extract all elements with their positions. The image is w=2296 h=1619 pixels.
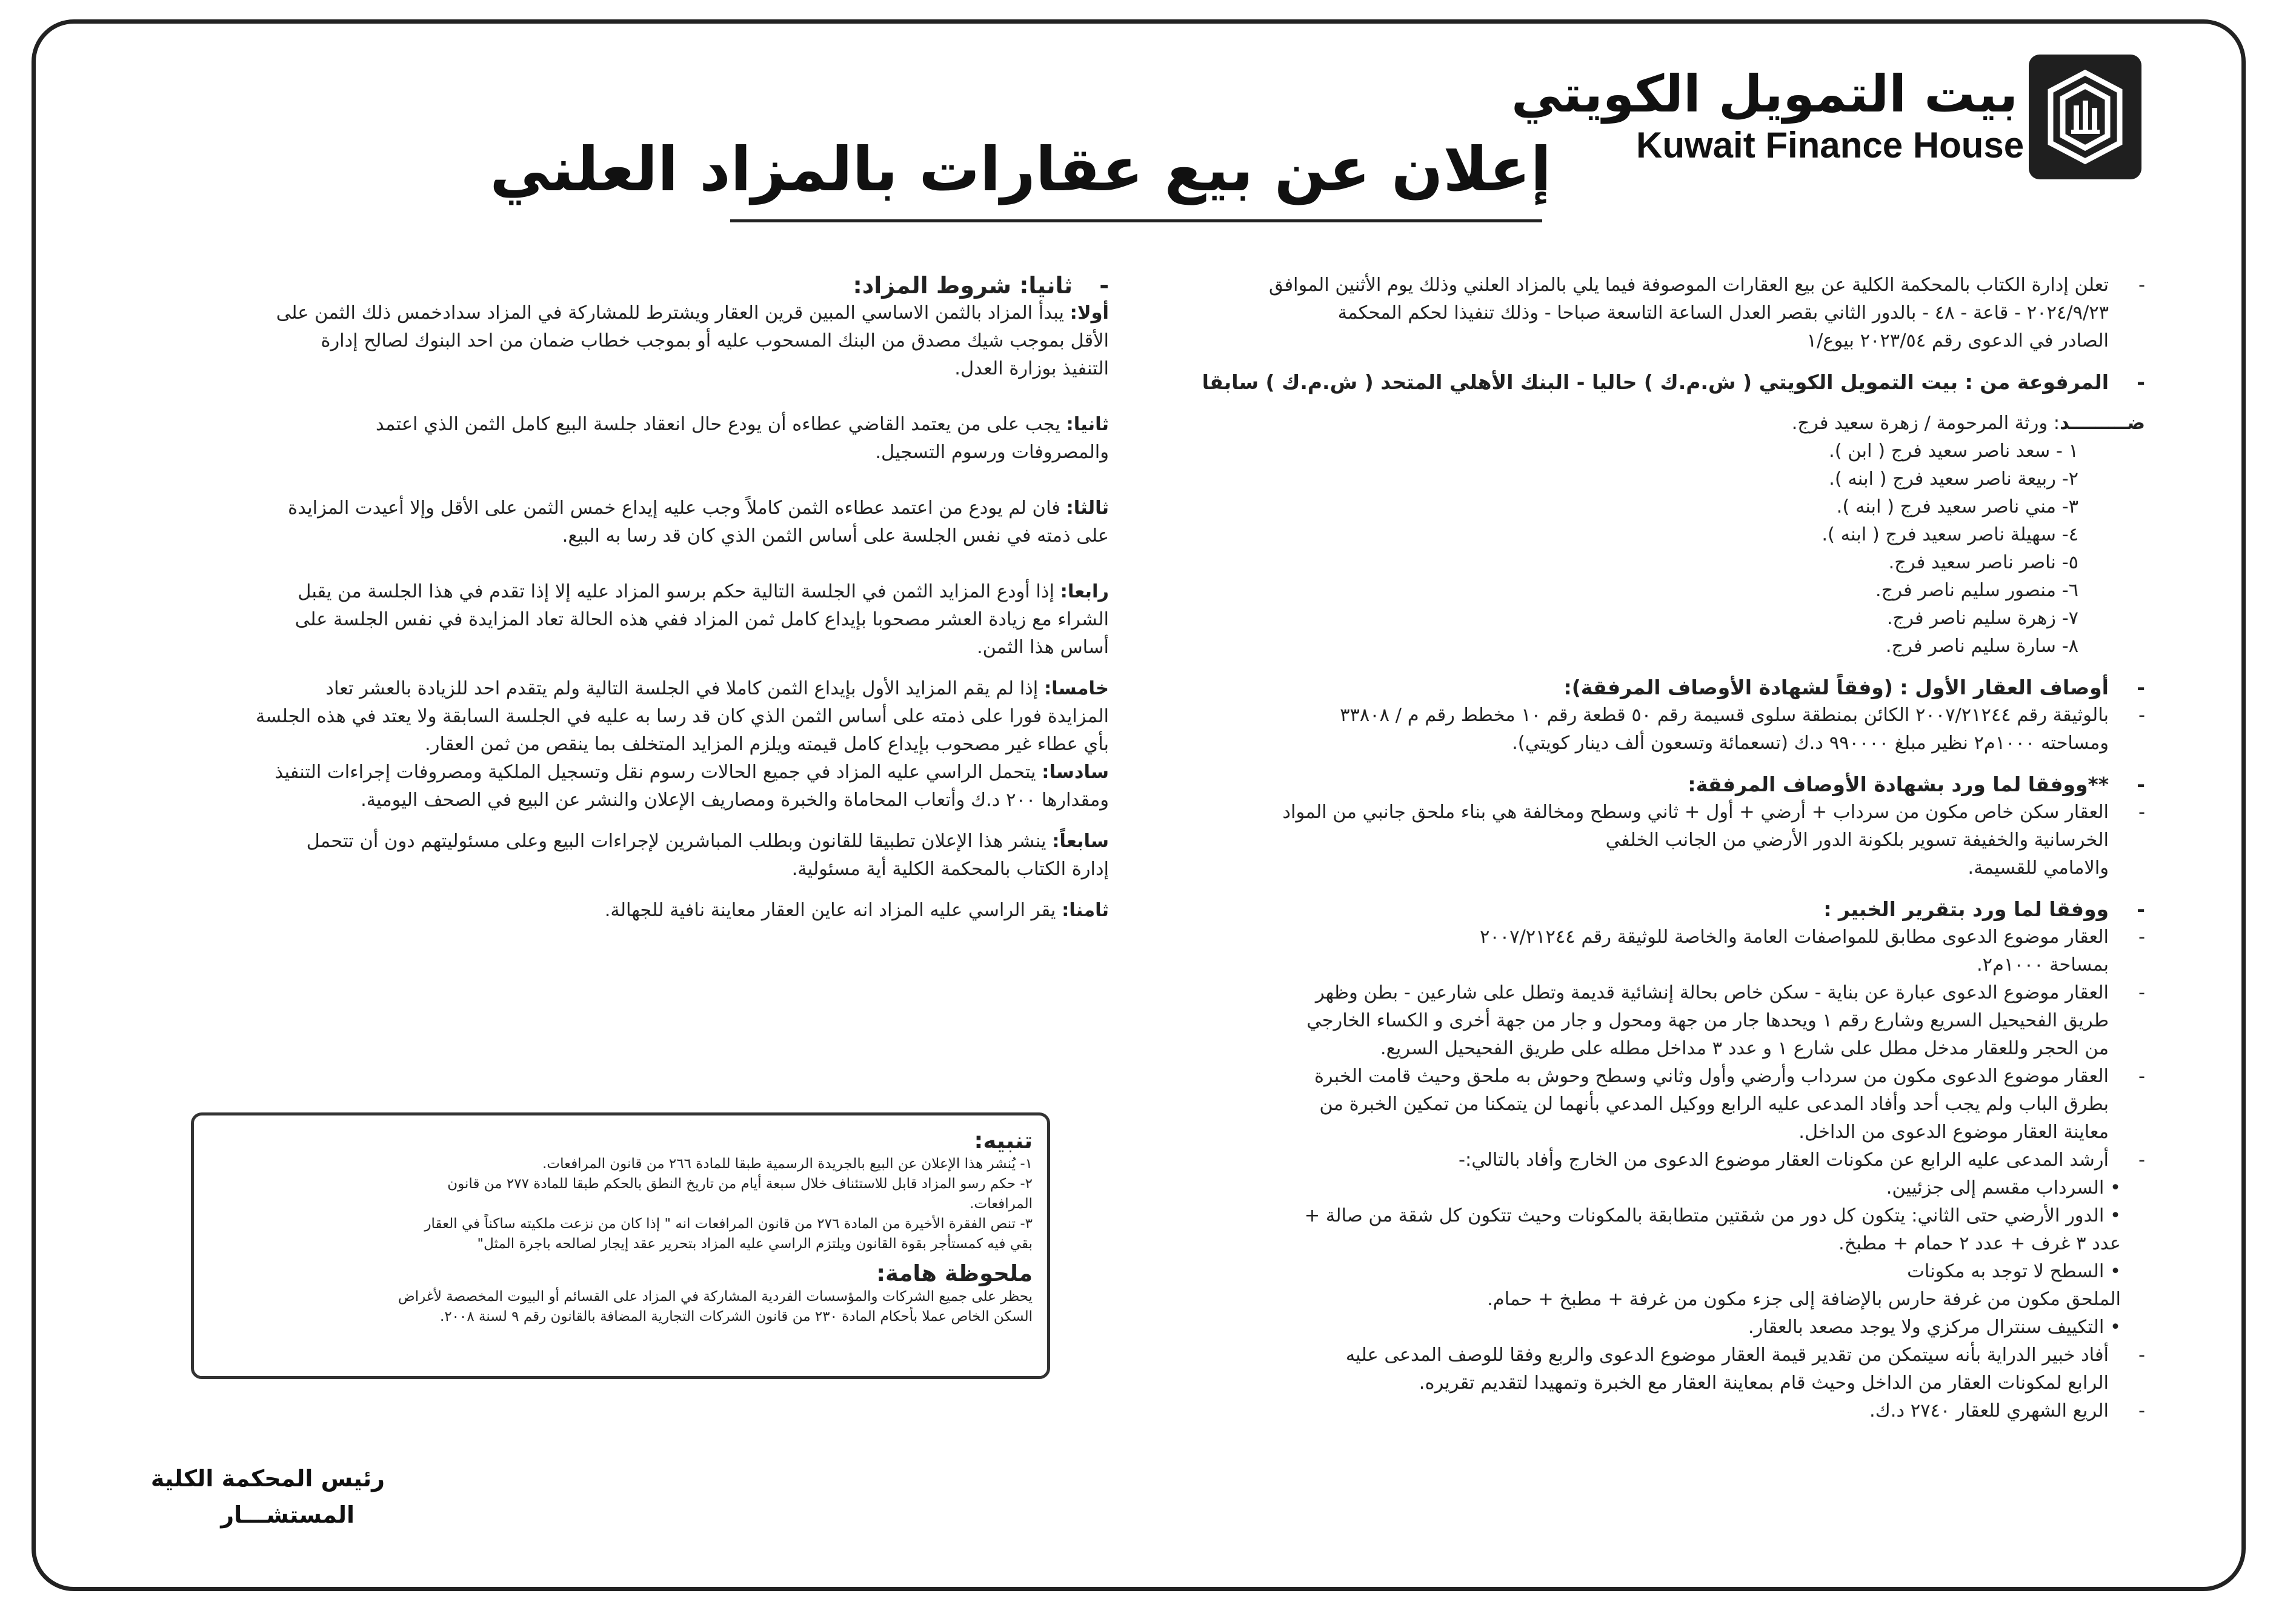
- property1-heading-text: - أوصاف العقار الأول : (وفقاً لشهادة الأوصاف المرفقة):: [1563, 676, 2109, 699]
- component-item: عدد ٣ غرف + عدد ٢ حمام + مطبخ.: [1838, 1233, 2121, 1254]
- brand-name-arabic: بيت التمويل الكويتي: [1511, 64, 2018, 124]
- component-item: • الدور الأرضي حتى الثاني: يتكون كل دور من شقتين متطابقة بالمكونات وحيث تتكون كل شقة من صالة +: [1304, 1205, 2121, 1226]
- terms-heading-text: - ثانيا: شروط المزاد:: [853, 272, 1073, 299]
- term-line: والمصروفات ورسوم التسجيل.: [875, 442, 1109, 463]
- component-item: • السطح لا توجد به مكونات: [1907, 1261, 2121, 1282]
- term-4: [142, 578, 1109, 662]
- term-8: [142, 897, 1109, 925]
- term-line: الأقل بموجب شيك مصدق من البنك المسحوب عليه أو بموجب خطاب ضمان من احد البنوك لصالح إدارة: [321, 330, 1109, 351]
- against-line: [1139, 410, 2145, 437]
- important-heading: ملحوظة هامة:: [876, 1260, 1033, 1286]
- term-line: يقر الراسي عليه المزاد انه عاين العقار معاينة نافية للجهالة.: [604, 900, 1056, 921]
- important-line: السكن الخاص عملا بأحكام المادة ٢٣٠ من قانون الشركات التجارية المضافة بالقانون رقم ٩ لسنة ٢٠٠٨.: [440, 1309, 1033, 1325]
- term-line: أساس هذا الثمن.: [976, 637, 1109, 658]
- term-label: سادسا:: [1042, 762, 1109, 783]
- term-5: [142, 675, 1109, 759]
- term-3: [142, 494, 1109, 550]
- heir-item: ٨- سارة سليم ناصر فرج.: [1885, 636, 2078, 657]
- title-underline: [730, 219, 1542, 222]
- expert-description-building: [1139, 979, 2145, 1063]
- expert-conformity: [1139, 923, 2145, 979]
- term-label: رابعا:: [1060, 581, 1109, 602]
- property1-line: - بالوثيقة رقم ٢٠٠٧/٢١٢٤٤ الكائن بمنطقة سلوى قسيمة رقم ٥٠ قطعة رقم ١٠ مخطط رقم م / ٣٣٨٠٨: [1340, 705, 2109, 726]
- expert-line: معاينة العقار موضوع الدعوى من الداخل.: [1799, 1122, 2109, 1143]
- term-2: [142, 411, 1109, 467]
- term-line: التنفيذ بوزارة العدل.: [954, 358, 1109, 379]
- certificate-heading: [1139, 771, 2145, 799]
- term-line: ينشر هذا الإعلان تطبيقا للقانون وبطلب المباشرين لإجراءات البيع وعلى مسئوليتهم دون أن تتحمل: [306, 831, 1047, 852]
- term-label: ثامنا:: [1062, 900, 1109, 921]
- term-label: أولا:: [1070, 302, 1109, 324]
- against-label: ضـــــــــد: [2060, 413, 2145, 434]
- term-line: على ذمته في نفس الجلسة على أساس الثمن الذي كان قد رسا به البيع.: [562, 525, 1109, 547]
- expert-line: - العقار موضوع الدعوى مكون من سرداب وأرضي وأول وثاني وسطح وحوش به ملحق وحيث قامت الخبرة: [1314, 1066, 2109, 1087]
- intro-line: - تعلن إدارة الكتاب بالمحكمة الكلية عن بيع العقارات الموصوفة فيما يلي بالمزاد العلني وذلك يوم الأثنين الموافق: [1269, 274, 2109, 296]
- notice-item: ٣- تنص الفقرة الأخيرة من المادة ٢٧٦ من قانون المرافعات انه " إذا كان من نزعت ملكيته ساكناً في العقار: [424, 1216, 1033, 1232]
- heir-item: ٦- منصور سليم ناصر فرج.: [1875, 580, 2078, 601]
- heir-item: ٤- سهيلة ناصر سعيد فرج ( ابنه ).: [1822, 524, 2078, 545]
- component-item: • السرداب مقسم إلى جزئيين.: [1886, 1177, 2121, 1198]
- component-item: • التكييف سنترال مركزي ولا يوجد مصعد بالعقار.: [1748, 1317, 2121, 1338]
- important-line: يحظر على جميع الشركات والمؤسسات الفردية المشاركة في المزاد على القسائم أو البيوت المخصصة لأغراض: [398, 1289, 1033, 1305]
- certificate-text: [1139, 799, 2145, 882]
- expert-heading-text: - ووفقا لما ورد بتقرير الخبير :: [1823, 897, 2109, 921]
- term-line: فان لم يودع من اعتمد عطاءه الثمن كاملاً وجب عليه إيداع خمس الثمن على الأقل وإلا أعيدت المزايدة: [288, 497, 1060, 519]
- left-column: [142, 271, 1109, 925]
- terms-heading: [142, 271, 1109, 299]
- term-label: خامسا:: [1043, 678, 1109, 699]
- expert-line: - العقار موضوع الدعوى عبارة عن بناية - سكن خاص بحالة إنشائية قديمة وتطل على شارعين - بطن وظهر: [1315, 982, 2109, 1003]
- monthly-rent: [1139, 1397, 2145, 1425]
- notice-item: المرافعات.: [970, 1196, 1033, 1212]
- term-line: الشراء مع زيادة العشر مصحوبا بإيداع كامل ثمن المزاد ففي هذه الحالة تعاد المزايدة في نفس الجلسة على: [294, 609, 1109, 630]
- term-line: إدارة الكتاب بالمحكمة الكلية أية مسئولية.: [791, 859, 1109, 880]
- component-item: الملحق مكون من غرفة حارس بالإضافة إلى جزء مكون من غرفة + مطبخ + حمام.: [1487, 1289, 2121, 1310]
- page-title: إعلان عن بيع عقارات بالمزاد العلني: [490, 134, 1551, 205]
- against-text: : ورثة المرحومة / زهرة سعيد فرج.: [1791, 413, 2060, 434]
- signature-role: المستشـــار: [221, 1501, 354, 1528]
- notice-heading: تنبيه:: [974, 1128, 1033, 1154]
- signature-title: رئيس المحكمة الكلية: [150, 1465, 385, 1492]
- valuation-paragraph: [1139, 1341, 2145, 1397]
- valuation-line: - أفاد خبير الدراية بأنه سيتمكن من تقدير قيمة العقار موضوع الدعوى والربع وفقا للوصف المدعى عليه: [1345, 1345, 2109, 1366]
- certificate-line: الخرسانية والخفيفة تسوير بلكونة الدور الأرضي من الجانب الخلفي: [1605, 829, 2109, 851]
- term-line: يجب على من يعتمد القاضي عطاءه أن يودع حال انعقاد جلسة البيع كامل الثمن الذي اعتمد: [375, 414, 1060, 435]
- notice-item: ١- يُنشر هذا الإعلان عن البيع بالجريدة الرسمية طبقا للمادة ٢٦٦ من قانون المرافعات.: [542, 1156, 1033, 1172]
- term-7: [142, 828, 1109, 883]
- term-line: يتحمل الراسي عليه المزاد في جميع الحالات رسوم نقل وتسجيل الملكية ومصروفات إجراءات التنفيذ: [275, 762, 1036, 783]
- kfh-logo-icon: [2029, 55, 2141, 179]
- term-line: ومقدارها ٢٠٠ د.ك وأتعاب المحاماة والخبرة ومصاريف الإعلان والنشر عن البيع في الصحف اليومية.: [361, 790, 1109, 811]
- notice-item: بقي فيه كمستأجر بقوة القانون ويلتزم الراسي عليه المزاد بتحرير عقد إيجار لصالحه باجرة المثل": [477, 1236, 1033, 1252]
- term-label: سابعاً:: [1052, 831, 1109, 852]
- expert-description-floors: [1139, 1063, 2145, 1146]
- plaintiff-text: - المرفوعة من : بيت التمويل الكويتي ( ش.م.ك ) حاليا - البنك الأهلي المتحد ( ش.م.ك ) سابقا: [1202, 370, 2109, 394]
- term-line: بأي عطاء غير مصحوب بإيداع كامل قيمته ويلزم المزايد المتخلف بما ينقص من ثمن العقار.: [425, 734, 1109, 755]
- heir-item: ٧- زهرة سليم ناصر فرج.: [1886, 608, 2078, 629]
- valuation-line: الرابع لمكونات العقار من الداخل وحيث قام بمعاينة العقار مع الخبرة وتمهيدا لتقديم تقريره.: [1419, 1372, 2109, 1394]
- certificate-line: والامامي للقسيمة.: [1968, 857, 2109, 879]
- term-line: يبدأ المزاد بالثمن الاساسي المبين قرين العقار ويشترط للمشاركة في المزاد سدادخمس ذلك الثمن على: [276, 302, 1064, 324]
- expert-line: طريق الفحيحيل السريع وشارع رقم ١ ويحدها جار من جهة ومحول و جار من جهة أخرى و الكساء الخارجي: [1306, 1010, 2109, 1031]
- heirs-list: [1139, 437, 2145, 660]
- property1-line: ومساحته ١٠٠٠م٢ نظير مبلغ ٩٩٠٠٠٠ د.ك (تسعمائة وتسعون ألف دينار كويتي).: [1512, 733, 2109, 754]
- brand-name-english: Kuwait Finance House: [1636, 125, 2025, 165]
- expert-line: من الحجر وللعقار مدخل مطل على شارع ١ و عدد ٣ مداخل مطله على طريق الفحيحيل السريع.: [1380, 1038, 2109, 1059]
- heir-item: ١ - سعد ناصر سعيد فرج ( ابن ).: [1829, 440, 2078, 462]
- components-list: [1139, 1174, 2145, 1341]
- term-6: [142, 759, 1109, 814]
- expert-heading: [1139, 896, 2145, 923]
- expert-line: - العقار موضوع الدعوى مطابق للمواصفات العامة والخاصة للوثيقة رقم ٢٠٠٧/٢١٢٤٤: [1479, 926, 2109, 948]
- expert-description-guidance: [1139, 1146, 2145, 1174]
- expert-line: - أرشد المدعى عليه الرابع عن مكونات العقار موضوع الدعوى من الخارج وأفاد بالتالي:-: [1458, 1149, 2109, 1171]
- expert-line: بطرق الباب ولم يجب أحد وأفاد المدعى عليه الرابع ووكيل المدعي بأنهما لن يتمكنا من تمكين الخبرة من: [1319, 1094, 2109, 1115]
- signature-block: [142, 1460, 385, 1533]
- plaintiff-line: [1139, 368, 2145, 396]
- heir-item: ٢- ربيعة ناصر سعيد فرج ( ابنه ).: [1829, 468, 2078, 490]
- intro-line: الصادر في الدعوى رقم ٢٠٢٣/٥٤ بيوع/١: [1806, 330, 2109, 351]
- heir-item: ٥- ناصر ناصر سعيد فرج.: [1888, 552, 2078, 573]
- intro-paragraph: [1139, 271, 2145, 355]
- term-line: إذا لم يقم المزايد الأول بإيداع الثمن كاملا في الجلسة التالية ولم يتقدم احد للزيادة بالعشر تعاد: [325, 678, 1039, 699]
- term-line: المزايدة فورا على ذمته على أساس الثمن الذي كان قد رسا به عليه في الجلسة السابقة ولا يعتد في هذه الجلسة: [255, 706, 1109, 727]
- property1-description: [1139, 702, 2145, 757]
- notice-box: [191, 1112, 1050, 1379]
- term-label: ثالثا:: [1066, 497, 1109, 519]
- notice-item: ٢- حكم رسو المزاد قابل للاستئناف خلال سبعة أيام من تاريخ النطق بالحكم طبقا للمادة ٢٧٧ من قانون: [447, 1176, 1033, 1192]
- term-label: ثانيا:: [1066, 414, 1109, 435]
- monthly-rent-text: - الريع الشهري للعقار ٢٧٤٠ د.ك.: [1869, 1400, 2109, 1421]
- intro-line: ٢٠٢٤/٩/٢٣ - قاعة - ٤٨ - بالدور الثاني بقصر العدل الساعة التاسعة صباحا - وذلك تنفيذا لحكم المحكمة: [1337, 302, 2109, 324]
- heir-item: ٣- مني ناصر سعيد فرج ( ابنه ).: [1836, 496, 2078, 517]
- term-line: إذا أودع المزايد الثمن في الجلسة التالية حكم برسو المزاد عليه إلا إذا تقدم في هذا الجلسة من يقبل: [298, 581, 1054, 602]
- certificate-line: - العقار سكن خاص مكون من سرداب + أرضي + أول + ثاني وسطح ومخالفة هي بناء ملحق جانبي من المواد: [1282, 802, 2109, 823]
- certificate-heading-text: - **ووفقا لما ورد بشهادة الأوصاف المرفقة:: [1688, 773, 2109, 796]
- property1-heading: [1139, 674, 2145, 702]
- expert-line: بمساحة ١٠٠٠م٢.: [1976, 954, 2109, 976]
- right-column: [1139, 271, 2145, 1425]
- term-1: [142, 299, 1109, 383]
